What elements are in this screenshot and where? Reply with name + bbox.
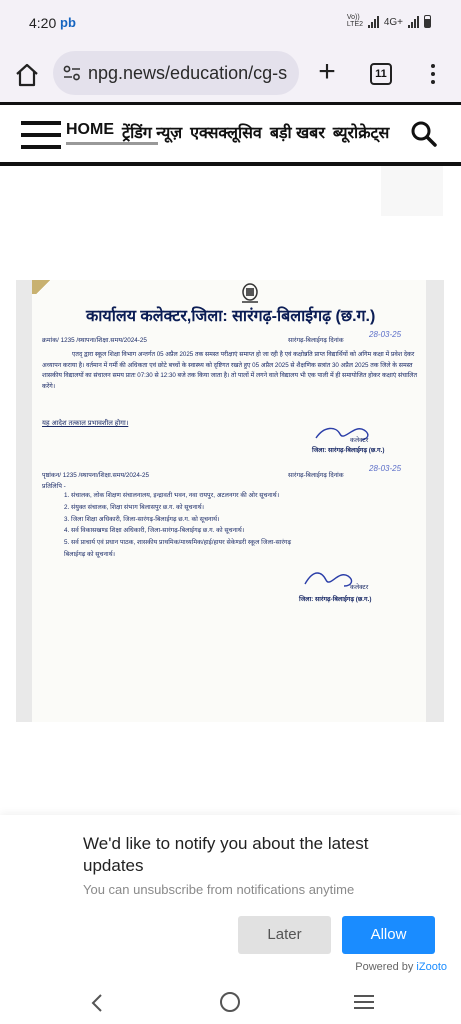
carrier-badge: pb — [60, 15, 76, 30]
notification-subtitle: You can unsubscribe from notifications anytime — [83, 882, 355, 897]
address-bar[interactable] — [53, 51, 299, 95]
sign-title-1: कलेक्टर — [350, 437, 369, 444]
home-nav-icon[interactable] — [220, 992, 240, 1012]
date-2: 28-03-25 — [369, 464, 402, 473]
nav-item-exclusive[interactable]: एक्सक्लूसिव — [190, 125, 262, 142]
copy-label: प्रतिलिपि - — [42, 483, 66, 490]
notification-prompt — [0, 815, 461, 987]
page-fold — [32, 280, 54, 294]
document-image[interactable] — [16, 280, 444, 722]
network-indicator: 4G+ — [383, 17, 403, 28]
allow-button[interactable]: Allow — [342, 916, 435, 954]
list-item: बिलाईगढ़ को सूचनार्थ। — [64, 550, 116, 558]
new-tab-icon[interactable]: + — [318, 55, 336, 88]
notification-title: We'd like to notify you about the latest updates — [83, 834, 369, 875]
sign-title-2: कलेक्टर — [350, 584, 369, 591]
nav-items — [66, 121, 389, 143]
battery-icon — [424, 15, 431, 28]
ad-placeholder — [381, 166, 443, 216]
home-icon[interactable] — [14, 62, 40, 88]
document-body: एतद् द्वारा स्कूल शिक्षा विभाग अन्तर्गत 05 अप्रैल 2025 तक समस्त परीक्षाएं समाप्त हो जा रही है एवं कक्षोन्नति प्राप्त विद्यार्थियों को अगिम कक्षा में प्रवेश देकर अध्यापन कराया है। वर्तमान में गर्मी की अधिकता एवं छोटे बच्चों के स्वास्थ्य को दृष्टिगत रखते हुए 05 अप्रैल 2025 से शैक्षणिक सत्रांत 30 अप्रैल 2025 तक जिले के समस्त शासकीय विद्यालयों का संचालन समय प्रातः 07:30 से 12:30 बजे तक किया जाता है। तो पालों में लगने वाले विद्यालय भी एक पाली में ही समायोजित होकर कक्षाएं संचालित करेंगे। — [42, 351, 417, 390]
endorsement-number: पृष्ठांकन/ 1235 /स्थापना/शिक्षा.समय/2024-25 — [42, 472, 150, 479]
nav-item-home[interactable]: HOME — [66, 121, 114, 138]
date-1: 28-03-25 — [369, 330, 402, 339]
back-icon[interactable] — [89, 993, 105, 1013]
status-bar — [0, 0, 461, 46]
status-indicators — [347, 14, 431, 28]
nav-item-big-news[interactable]: बड़ी खबर — [269, 125, 325, 142]
powered-by — [355, 961, 447, 973]
tab-switcher-button[interactable]: 11 — [370, 63, 392, 85]
powered-by-label: Powered by — [355, 961, 414, 973]
android-nav-bar — [0, 987, 461, 1024]
search-icon[interactable] — [410, 120, 438, 148]
nav-item-bureaucrats[interactable]: ब्यूरोक्रेट्स — [332, 125, 390, 142]
document-heading: कार्यालय कलेक्टर,जिला: सारंगढ़-बिलाईगढ़ (छ.ग.) — [86, 308, 376, 325]
powered-by-brand[interactable]: iZooto — [416, 961, 447, 973]
document-page — [32, 280, 426, 722]
nav-item-trending[interactable]: ट्रेंडिंग न्यूज़ — [122, 125, 183, 142]
place-date-1: सारंगढ़-बिलाईगढ़ दिनांक — [288, 337, 344, 344]
list-item: 5. सर्व प्राचार्य एवं प्रधान पाठक, शासकीय प्राथमिक/माध्यमिक/हाई/हायर सेकेण्डरी स्कूल जिला-सारंगढ़ — [64, 539, 292, 547]
signature-2 — [302, 566, 357, 590]
site-settings-icon[interactable] — [63, 65, 81, 81]
emblem-icon — [237, 282, 263, 304]
copy-list — [64, 490, 414, 561]
sign-place-2: जिला: सारंगढ़-बिलाईगढ़ (छ.ग.) — [299, 596, 372, 603]
list-item: 4. सर्व विकासखण्ड शिक्षा अधिकारी, जिला-सारंगढ़-बिलाईगढ़ छ.ग. को सूचनार्थ। — [64, 527, 245, 535]
later-button[interactable]: Later — [238, 916, 331, 954]
effect-line: यह आदेश तत्काल प्रभावशील होगा। — [42, 420, 129, 427]
recent-apps-icon[interactable] — [354, 995, 374, 1011]
status-time: 4:20 — [29, 15, 57, 31]
list-item: 3. जिला शिक्षा अधिकारी, जिला-सारंगढ़-बिलाईगढ़ छ.ग. को सूचनार्थ। — [64, 515, 220, 523]
list-item: 1. संचालक, लोक शिक्षण संचालनालय, इन्द्रावती भवन, नवा रायपुर, अटलनगर की ओर सूचनार्थ। — [64, 492, 280, 499]
volte-indicator: Vo)) LTE2 — [346, 14, 364, 28]
browser-toolbar — [0, 46, 461, 102]
signal-icon-2 — [408, 16, 419, 28]
site-navigation — [0, 102, 461, 166]
order-number: क्रमांक/ 1235 /स्थापना/शिक्षा.समय/2024-25 — [42, 337, 147, 344]
hamburger-icon[interactable] — [21, 121, 61, 151]
nav-scroll-indicator — [66, 142, 158, 145]
signal-icon — [368, 16, 379, 28]
place-date-2: सारंगढ़-बिलाईगढ़ दिनांक — [288, 472, 344, 479]
list-item: 2. संयुक्त संचालक, शिक्षा संभाग बिलासपुर छ.ग. को सूचनार्थ। — [64, 503, 205, 511]
menu-icon[interactable] — [425, 60, 441, 88]
url-text: npg.news/education/cg-s — [88, 63, 288, 83]
sign-place-1: जिला: सारंगढ़-बिलाईगढ़ (छ.ग.) — [312, 447, 385, 454]
